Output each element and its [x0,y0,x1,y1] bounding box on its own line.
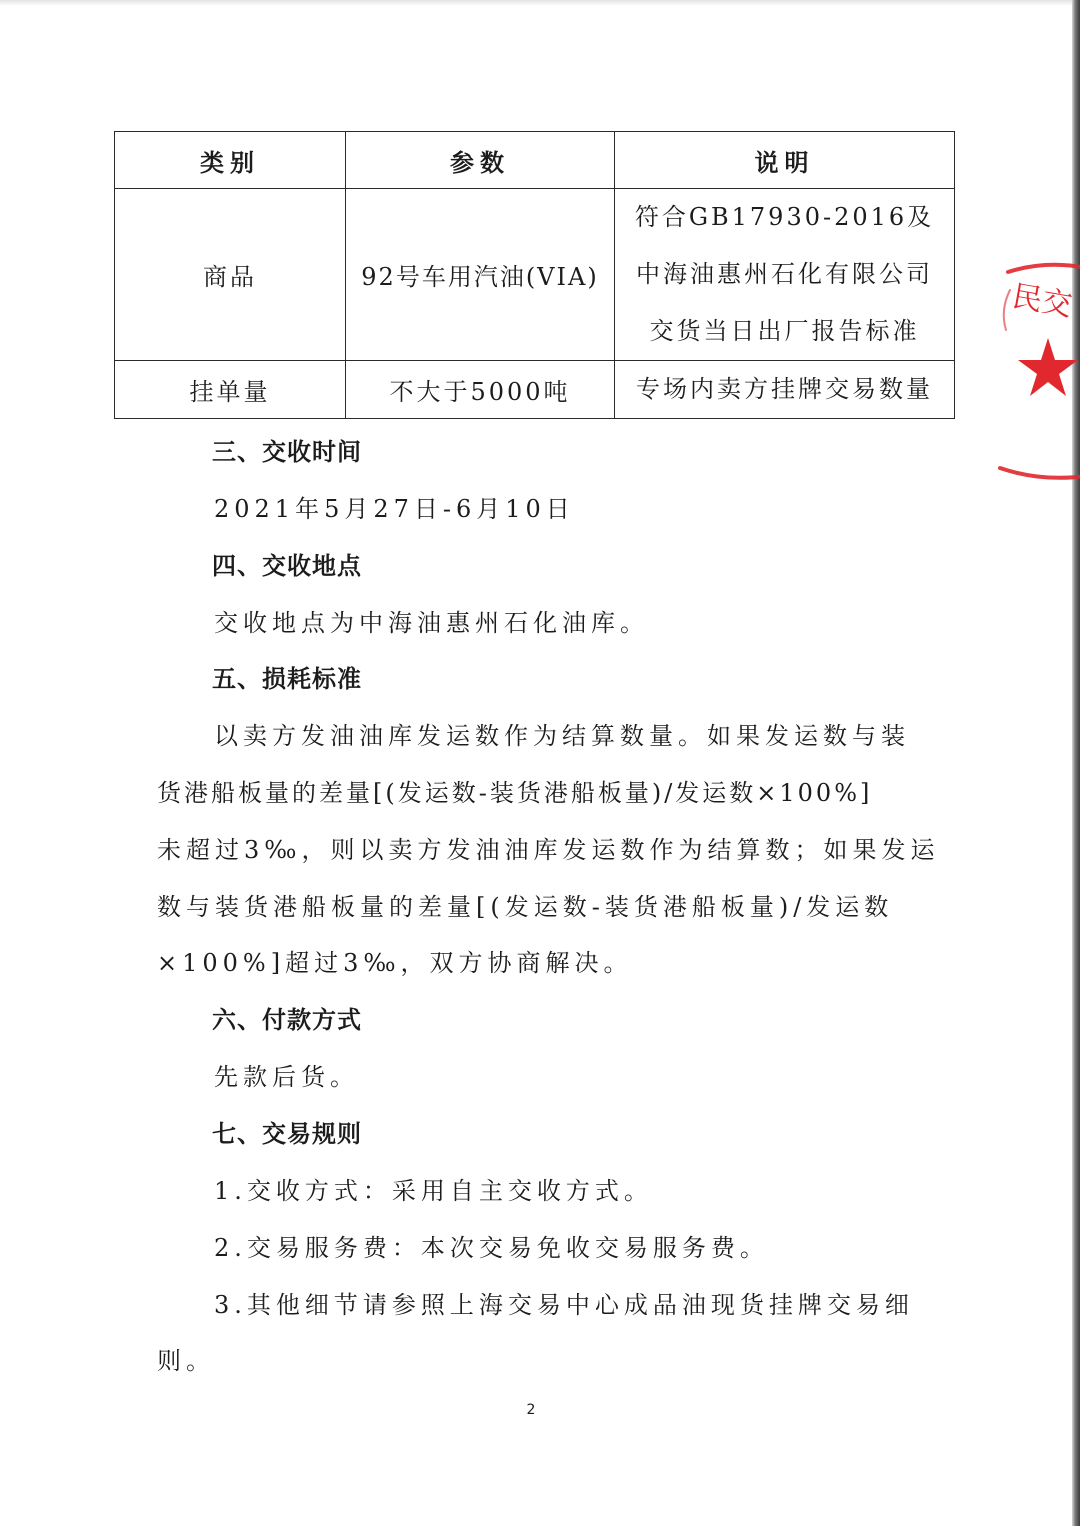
delivery-time-text: 2021年5月27日-6月10日 [214,495,575,523]
rule-item: 2.交易服务费：本次交易免收交易服务费。 [214,1234,769,1262]
section-heading-trading-rules: 七、交易规则 [212,1120,362,1148]
scan-page-edge [1072,0,1080,1526]
table-header-row [115,132,955,189]
scan-top-shadow [0,0,1072,6]
cell-parameter: 92号车用汽油(VIA) [346,189,615,361]
page-number: 2 [526,1402,536,1418]
description-line: 符合GB17930-2016及 [634,203,935,231]
table-row [115,361,955,419]
cell-category: 商品 [115,189,346,361]
cell-description [615,189,955,361]
description-line: 中海油惠州石化有限公司 [636,260,933,288]
header-description: 说明 [615,132,955,189]
payment-text: 先款后货。 [214,1063,359,1091]
svg-text:民交: 民交 [1009,278,1075,324]
loss-paragraph-line: 货港船板量的差量[(发运数-装货港船板量)/发运数×100%] [157,779,873,807]
cell-description [615,361,955,419]
cell-category: 挂单量 [115,361,346,419]
section-heading-delivery-time: 三、交收时间 [212,438,362,466]
loss-paragraph-line: 数与装货港船板量的差量[(发运数-装货港船板量)/发运数 [157,893,894,921]
rule-item: 3.其他细节请参照上海交易中心成品油现货挂牌交易细 [214,1291,914,1319]
description-line: 交货当日出厂报告标准 [649,317,920,345]
rule-item: 1.交收方式：采用自主交收方式。 [214,1177,653,1205]
delivery-place-text: 交收地点为中海油惠州石化油库。 [214,609,649,637]
description-line: 专场内卖方挂牌交易数量 [636,375,933,403]
table-row [115,189,955,361]
loss-paragraph-line: ×100%]超过3‰，双方协商解决。 [157,949,633,977]
official-seal [986,250,1080,490]
section-heading-loss-standard: 五、损耗标准 [212,665,362,693]
section-heading-delivery-place: 四、交收地点 [212,552,362,580]
header-parameter: 参数 [346,132,615,189]
parameter-table [114,131,955,419]
loss-paragraph-line: 未超过3‰，则以卖方发油油库发运数作为结算数；如果发运 [157,836,940,864]
loss-paragraph-line: 以卖方发油油库发运数作为结算数量。如果发运数与装 [214,722,910,750]
section-heading-payment: 六、付款方式 [212,1006,362,1034]
seal-stamp-icon [986,250,1080,490]
header-category: 类别 [115,132,346,189]
rule-item: 则。 [157,1347,215,1375]
cell-parameter: 不大于5000吨 [346,361,615,419]
